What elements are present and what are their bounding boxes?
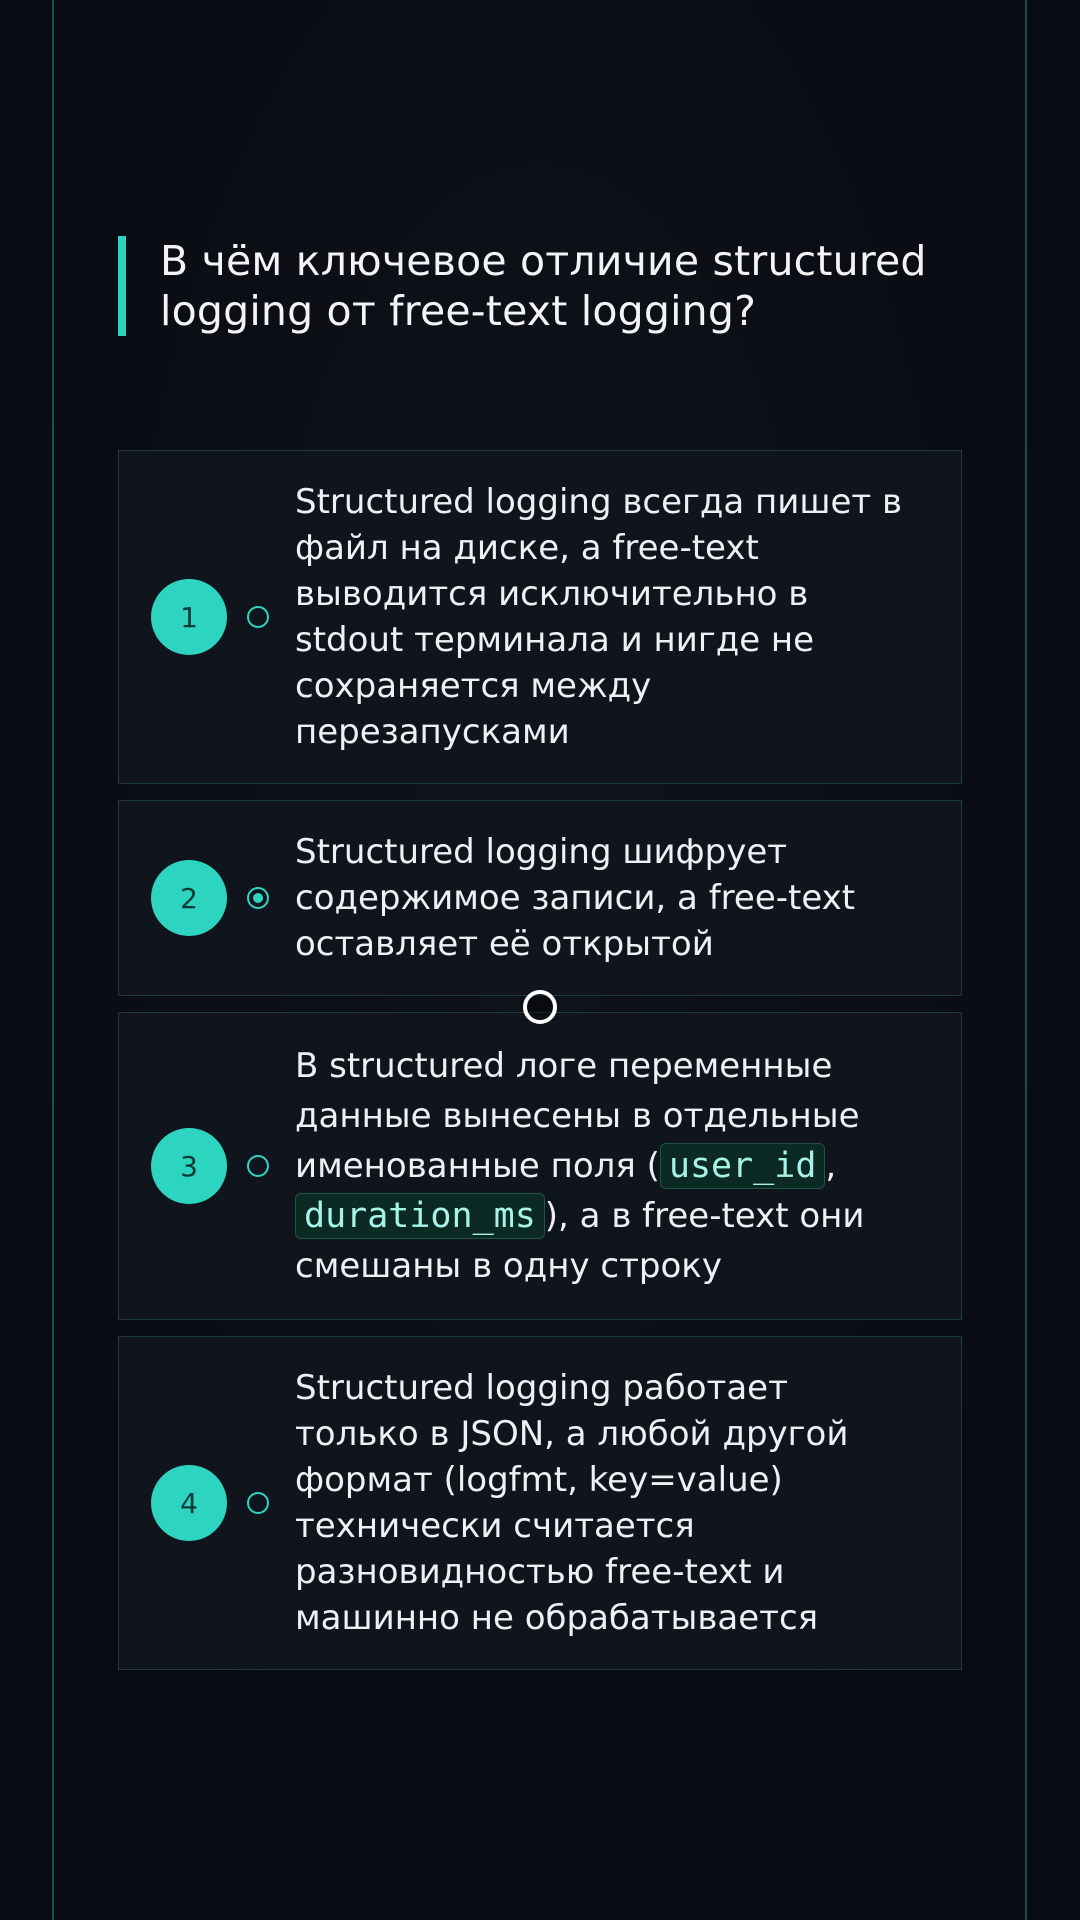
mouse-cursor-ring (523, 990, 557, 1024)
radio-circle-icon[interactable] (247, 1155, 269, 1177)
option-text: Structured logging всегда пишет в файл на диске, а free-text выводится исключительно в stdout терминала и нигде не сохраняется между перезапусками (295, 482, 903, 752)
answer-options (118, 450, 962, 1686)
question-text: В чём ключевое отличие structured logging от free-text logging? (160, 237, 927, 335)
option-text-part: ), а в free-text они смешаны в одну строку (295, 1196, 865, 1286)
radio-selected-icon[interactable] (247, 887, 269, 909)
answer-option-1[interactable] (118, 450, 962, 784)
answer-option-2[interactable] (118, 800, 962, 996)
radio-circle-icon[interactable] (247, 606, 269, 628)
left-frame-line (52, 0, 54, 1920)
option-text: Structured logging шифрует содержимое записи, а free-text оставляет её открытой (295, 832, 856, 964)
option-number-badge: 2 (151, 860, 227, 936)
option-text: Structured logging работает только в JSON, а любой другой формат (logfmt, key=value) технически считается разновидностью free-text и машинно не обрабатывается (295, 1368, 849, 1638)
right-frame-line (1025, 0, 1027, 1920)
code-duration-ms: duration_ms (295, 1193, 545, 1239)
answer-option-4[interactable] (118, 1336, 962, 1670)
radio-circle-icon[interactable] (247, 1492, 269, 1514)
question-block (118, 236, 958, 336)
code-user-id: user_id (660, 1143, 826, 1189)
option-number-badge: 3 (151, 1128, 227, 1204)
option-text (295, 1041, 921, 1291)
option-text-part: В structured логе переменные данные вынесены в отдельные именованные поля ( (295, 1046, 860, 1186)
option-text-part: , (825, 1146, 837, 1186)
option-number-badge: 4 (151, 1465, 227, 1541)
option-number-badge: 1 (151, 579, 227, 655)
answer-option-3[interactable] (118, 1012, 962, 1320)
